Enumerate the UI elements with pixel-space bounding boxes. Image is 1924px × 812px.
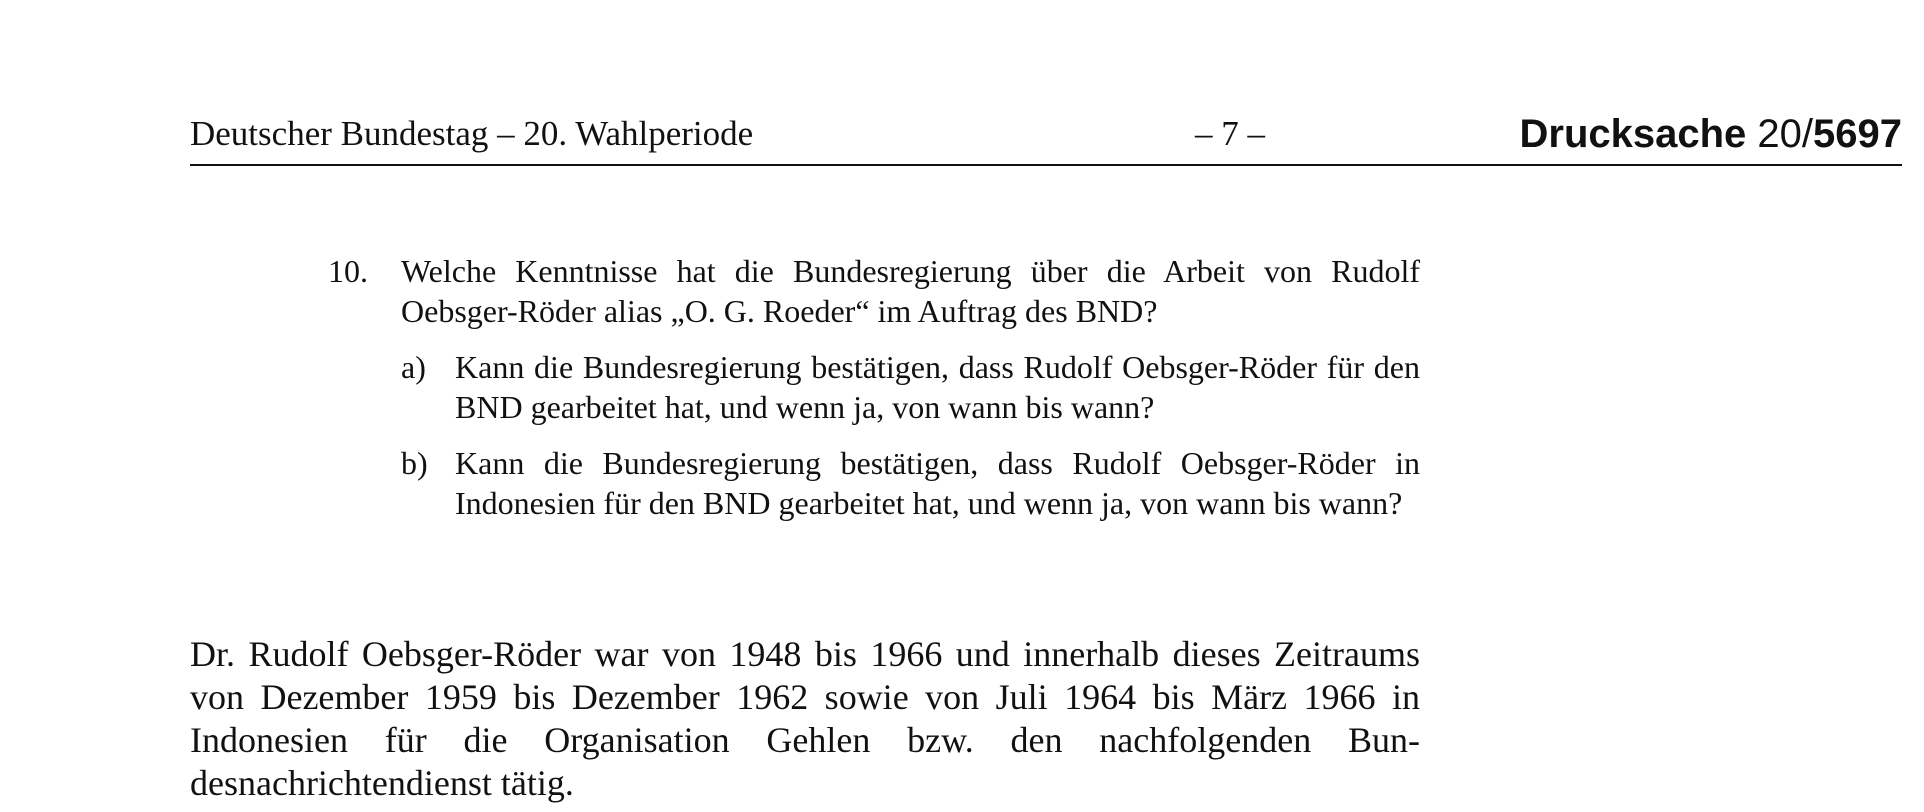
document-reference (1519, 110, 1902, 158)
subquestion-list (401, 347, 1420, 523)
subquestion-text: Kann die Bundesregierung bestätigen, dass Rudolf Oebsger-Röder für den BND gearbeitet hat, und wenn ja, von wann bis wann? (455, 349, 1420, 425)
page-header (190, 112, 1902, 166)
document-number-prefix: 20/ (1757, 112, 1814, 156)
page-number: – 7 – (1195, 114, 1265, 153)
subquestion-label: a) (401, 349, 426, 385)
question-number: 10. (328, 253, 368, 289)
parliament-period: Deutscher Bundestag – 20. Wahlperiode (190, 114, 754, 153)
document-number: 5697 (1813, 112, 1902, 156)
subquestion-b (401, 443, 1420, 523)
answer-paragraph: Dr. Rudolf Oebsger-Röder war von 1948 bis 1966 und innerhalb dieses Zeitraums von Dezember 1959 bis Dezember 1962 sowie von Juli 1964 bis März 1966 in Indonesien für die Organisation Gehlen bzw. den nachfolgenden Bundesnachrichtendienst tätig. (190, 634, 1420, 803)
question-text: Welche Kenntnisse hat die Bundesregierung über die Arbeit von Rudolf Oebsger-Röder alias „O. G. Roeder“ im Auftrag des BND? (401, 253, 1420, 329)
subquestion-label: b) (401, 445, 428, 481)
subquestion-a (401, 347, 1420, 427)
document-label: Drucksache (1519, 112, 1747, 156)
subquestion-text: Kann die Bundesregierung bestätigen, dass Rudolf Oebsger-Röder in Indonesien für den BND gearbeitet hat, und wenn ja, von wann bis wann? (455, 445, 1420, 521)
question-10 (328, 251, 1420, 539)
